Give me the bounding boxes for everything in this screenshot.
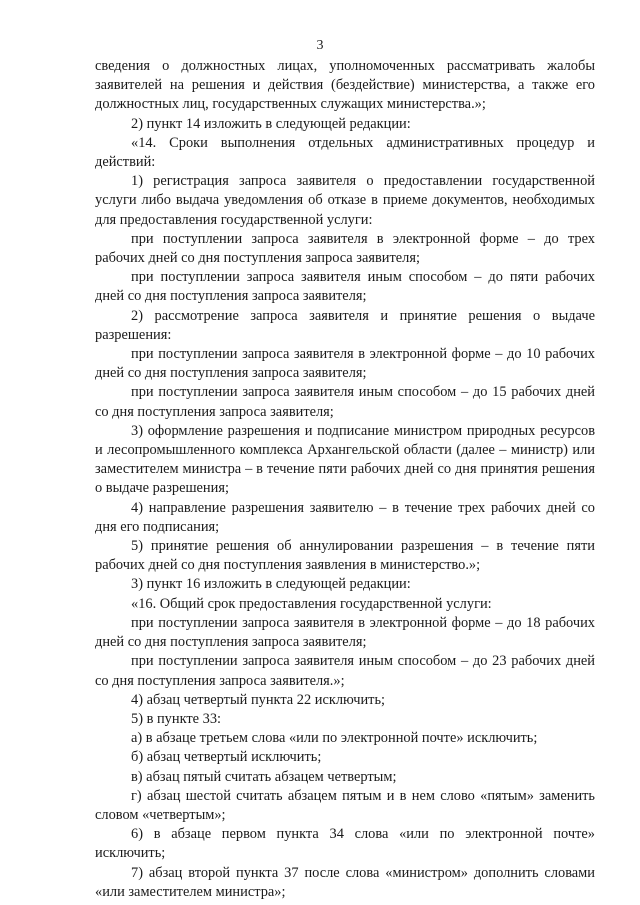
paragraph: «16. Общий срок предоставления государственной услуги: [131,595,492,612]
paragraph: 4) абзац четвертый пункта 22 исключить; [131,691,386,708]
paragraph: 2) пункт 14 изложить в следующей редакции: [131,115,411,132]
paragraph: при поступлении запроса заявителя в электронной форме – до трех рабочих дней со дня поступления запроса заявителя; [95,230,595,267]
paragraph: 3) оформление разрешения и подписание министром природных ресурсов и лесопромышленного комплекса Архангельской области (далее – министр) или заместителем министра – в течение пяти рабочих дней со дня принятия решения о выдаче разрешения; [95,422,595,497]
paragraph: 4) направление разрешения заявителю – в течение трех рабочих дней со дня его подписания; [95,499,595,535]
paragraph: г) абзац шестой считать абзацем пятым и в нем слово «пятым» заменить словом «четвертым»; [95,787,595,823]
paragraph: 6) в абзаце первом пункта 34 слова «или по электронной почте» исключить; [95,826,595,862]
paragraph: сведения о должностных лицах, уполномоченных рассматривать жалобы заявителей на решения и действия (бездействие) министерства, а также его должностных лиц, государственных служащих министерства.»; [95,58,595,113]
paragraph: 3) пункт 16 изложить в следующей редакции: [131,576,411,593]
paragraph: 7) абзац второй пункта 37 после слова «министром» дополнить словами «или заместителем министра»; [95,864,595,900]
paragraph: 5) в пункте 33: [131,710,222,727]
paragraph: 1) регистрация запроса заявителя о предоставлении государственной услуги либо выдача уведомления об отказе в приеме документов, необходимых для предоставления государственной услуги: [95,173,595,228]
paragraph: при поступлении запроса заявителя иным способом – до 15 рабочих дней со дня поступления запроса заявителя; [95,384,595,420]
paragraph: при поступлении запроса заявителя иным способом – до 23 рабочих дней со дня поступления запроса заявителя.»; [95,653,595,689]
paragraph: «14. Сроки выполнения отдельных административных процедур и действий: [95,134,595,171]
paragraph: а) в абзаце третьем слова «или по электронной почте» исключить; [131,730,538,747]
paragraph: при поступлении запроса заявителя в электронной форме – до 18 рабочих дней со дня поступления запроса заявителя; [95,614,595,651]
paragraph: 2) рассмотрение запроса заявителя и принятие решения о выдаче разрешения: [95,307,595,343]
paragraph: при поступлении запроса заявителя иным способом – до пяти рабочих дней со дня поступления запроса заявителя; [95,269,595,305]
paragraph: в) абзац пятый считать абзацем четвертым; [131,768,397,785]
document-body [95,57,595,902]
paragraph: б) абзац четвертый исключить; [131,749,322,766]
paragraph: 5) принятие решения об аннулировании разрешения – в течение пяти рабочих дней со дня поступления заявления в министерство.»; [95,538,595,574]
paragraph: при поступлении запроса заявителя в электронной форме – до 10 рабочих дней со дня поступления запроса заявителя; [95,346,595,382]
page-number: 3 [316,38,324,53]
